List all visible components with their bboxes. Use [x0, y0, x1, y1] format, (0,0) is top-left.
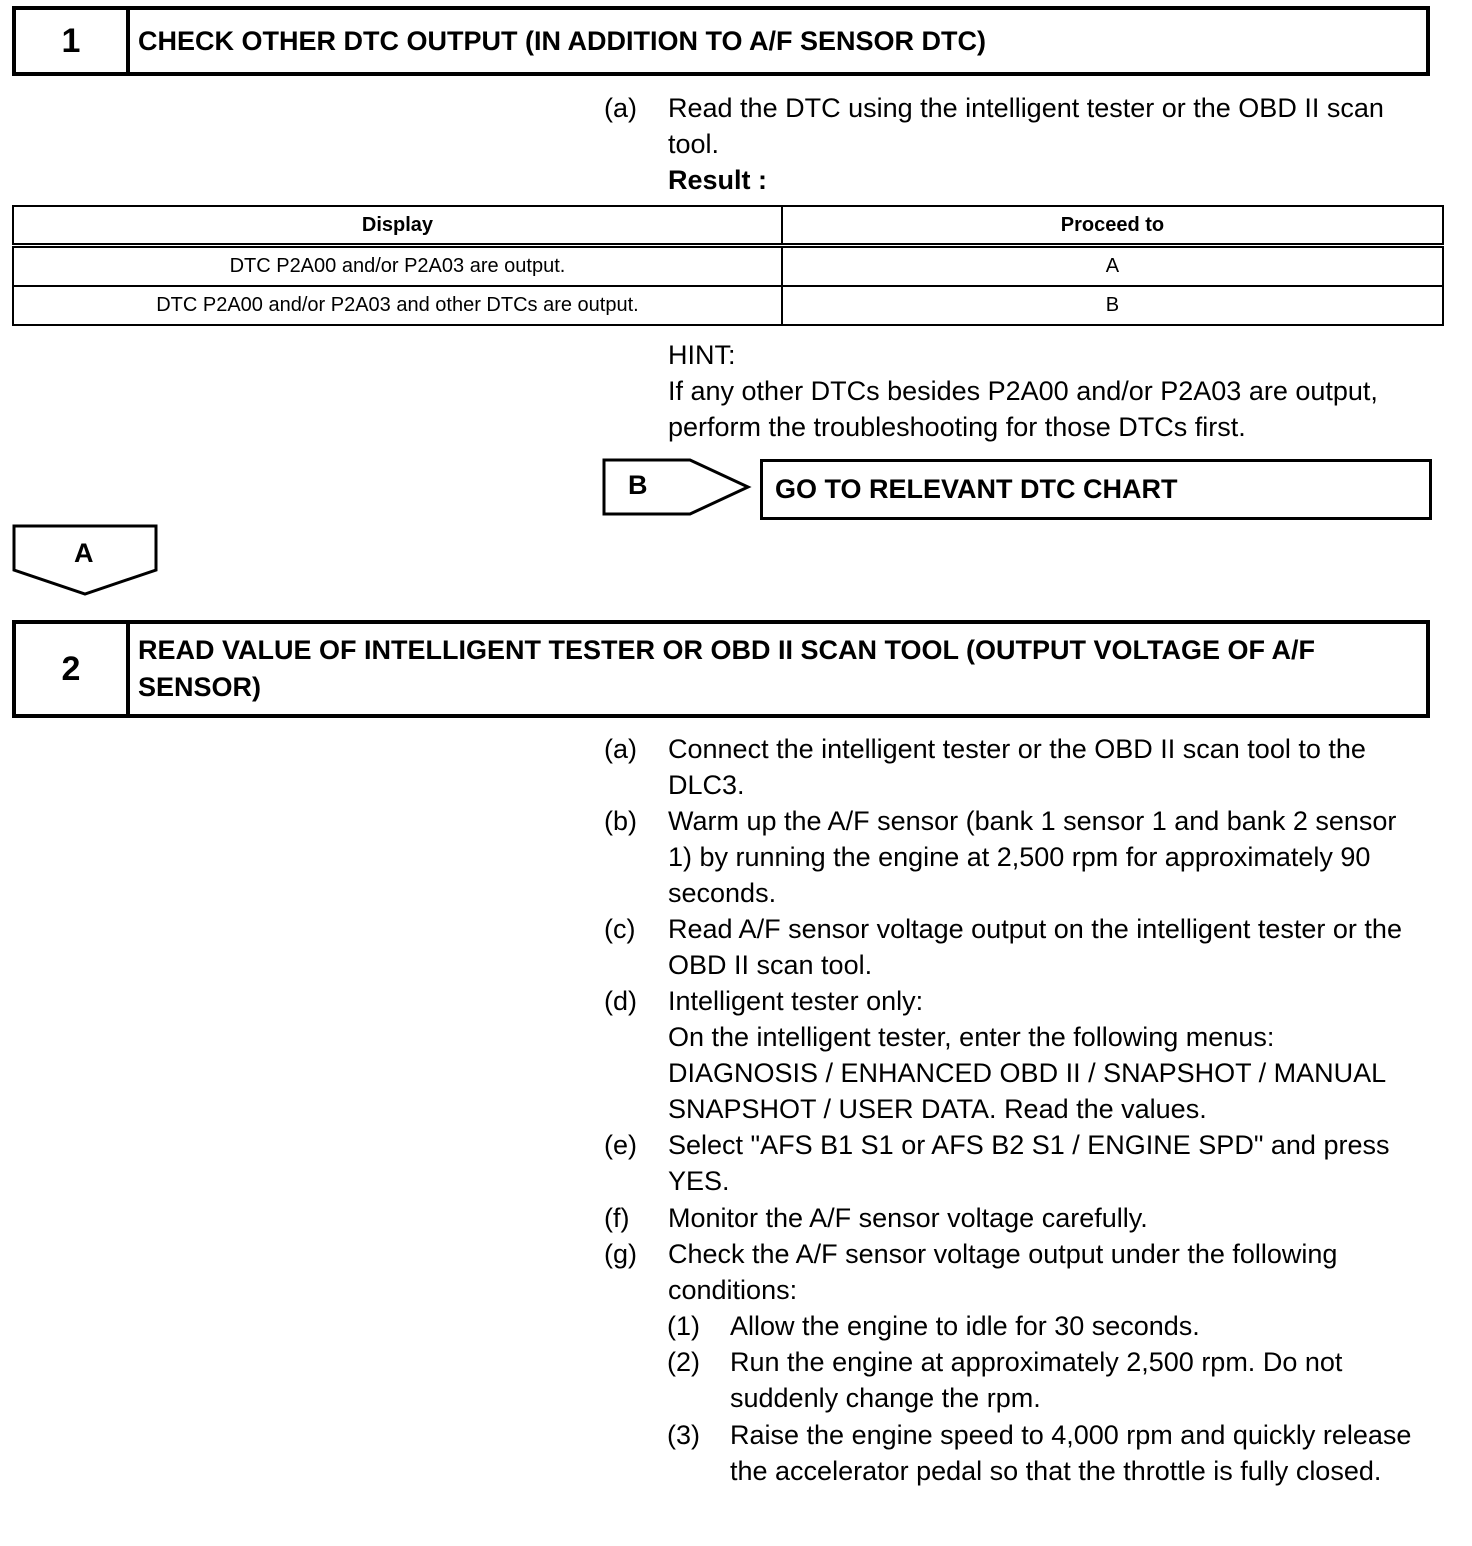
- step-1-title: CHECK OTHER DTC OUTPUT (IN ADDITION TO A/F SENSOR DTC): [138, 25, 986, 56]
- subitem-label: (3): [667, 1420, 700, 1450]
- item-text: Select "AFS B1 S1 or AFS B2 S1 / ENGINE SPD" and press YES.: [668, 1130, 1390, 1196]
- step-2-item-d: [604, 983, 1430, 1127]
- step-2-title: READ VALUE OF INTELLIGENT TESTER OR OBD II SCAN TOOL (OUTPUT VOLTAGE OF A/F SENSOR): [138, 635, 1316, 702]
- step-2-subitem-3: [667, 1417, 1430, 1489]
- subitem-text: Raise the engine speed to 4,000 rpm and quickly release the accelerator pedal so that the throttle is fully closed.: [730, 1420, 1412, 1486]
- item-label: (f): [604, 1203, 630, 1233]
- table-cell: DTC P2A00 and/or P2A03 and other DTCs are output.: [13, 286, 782, 325]
- step-2-item-b: [604, 803, 1430, 911]
- item-text: Monitor the A/F sensor voltage carefully.: [668, 1203, 1148, 1233]
- result-table: [12, 205, 1444, 326]
- step-2-subitem-1: [667, 1308, 1430, 1344]
- item-text: Read the DTC using the intelligent tester or the OBD II scan tool.: [668, 93, 1384, 159]
- step-2-item-a: [604, 731, 1430, 803]
- table-row: [13, 286, 1443, 325]
- go-to-dtc-chart-label: GO TO RELEVANT DTC CHART: [775, 474, 1178, 504]
- subitem-text: Allow the engine to idle for 30 seconds.: [730, 1311, 1200, 1341]
- item-label: (b): [604, 806, 637, 836]
- subitem-text: Run the engine at approximately 2,500 rpm. Do not suddenly change the rpm.: [730, 1347, 1343, 1413]
- item-label: (a): [604, 93, 637, 123]
- table-header-proceed: Proceed to: [782, 206, 1443, 246]
- subitem-label: (2): [667, 1347, 700, 1377]
- table-header-row: [13, 206, 1443, 246]
- subitem-label: (1): [667, 1311, 700, 1341]
- table-header-display: Display: [13, 206, 782, 246]
- branch-b-arrow: [602, 458, 754, 518]
- branch-a-label: A: [74, 538, 94, 568]
- step-1-item-a: [604, 90, 1430, 162]
- step-2-header: [12, 620, 1430, 718]
- table-cell: DTC P2A00 and/or P2A03 are output.: [13, 246, 782, 287]
- item-label: (g): [604, 1239, 637, 1269]
- step-2-item-e: [604, 1127, 1430, 1199]
- hint-text: If any other DTCs besides P2A00 and/or P2A03 are output, perform the troubleshooting for those DTCs first.: [668, 376, 1378, 442]
- step-1-number: 1: [16, 10, 130, 72]
- table-cell: A: [782, 246, 1443, 287]
- step-2-number: 2: [16, 624, 130, 714]
- item-text: Connect the intelligent tester or the OBD II scan tool to the DLC3.: [668, 734, 1366, 800]
- item-text: Warm up the A/F sensor (bank 1 sensor 1 and bank 2 sensor 1) by running the engine at 2,500 rpm for approximately 90 seconds.: [668, 806, 1397, 908]
- step-2-item-c: [604, 911, 1430, 983]
- step-2-item-g: [604, 1236, 1430, 1308]
- table-row: [13, 246, 1443, 287]
- step-2-subitem-2: [667, 1344, 1430, 1416]
- go-to-dtc-chart-box: [760, 459, 1432, 520]
- step-1-header: [12, 6, 1430, 76]
- branch-b-label: B: [628, 470, 648, 500]
- item-text: Check the A/F sensor voltage output under the following conditions:: [668, 1239, 1338, 1305]
- item-label: (a): [604, 734, 637, 764]
- item-text: Intelligent tester only: On the intelligent tester, enter the following menus: DIAGNOSIS / ENHANCED OBD II / SNAPSHOT / MANUAL SNAPSHOT / USER DATA. Read the values.: [668, 986, 1386, 1124]
- step-2-item-f: [604, 1200, 1430, 1236]
- item-label: (e): [604, 1130, 637, 1160]
- result-label: Result :: [668, 165, 768, 195]
- hint-label: HINT:: [668, 340, 736, 370]
- item-label: (c): [604, 914, 636, 944]
- item-text: Read A/F sensor voltage output on the intelligent tester or the OBD II scan tool.: [668, 914, 1402, 980]
- item-label: (d): [604, 986, 637, 1016]
- table-cell: B: [782, 286, 1443, 325]
